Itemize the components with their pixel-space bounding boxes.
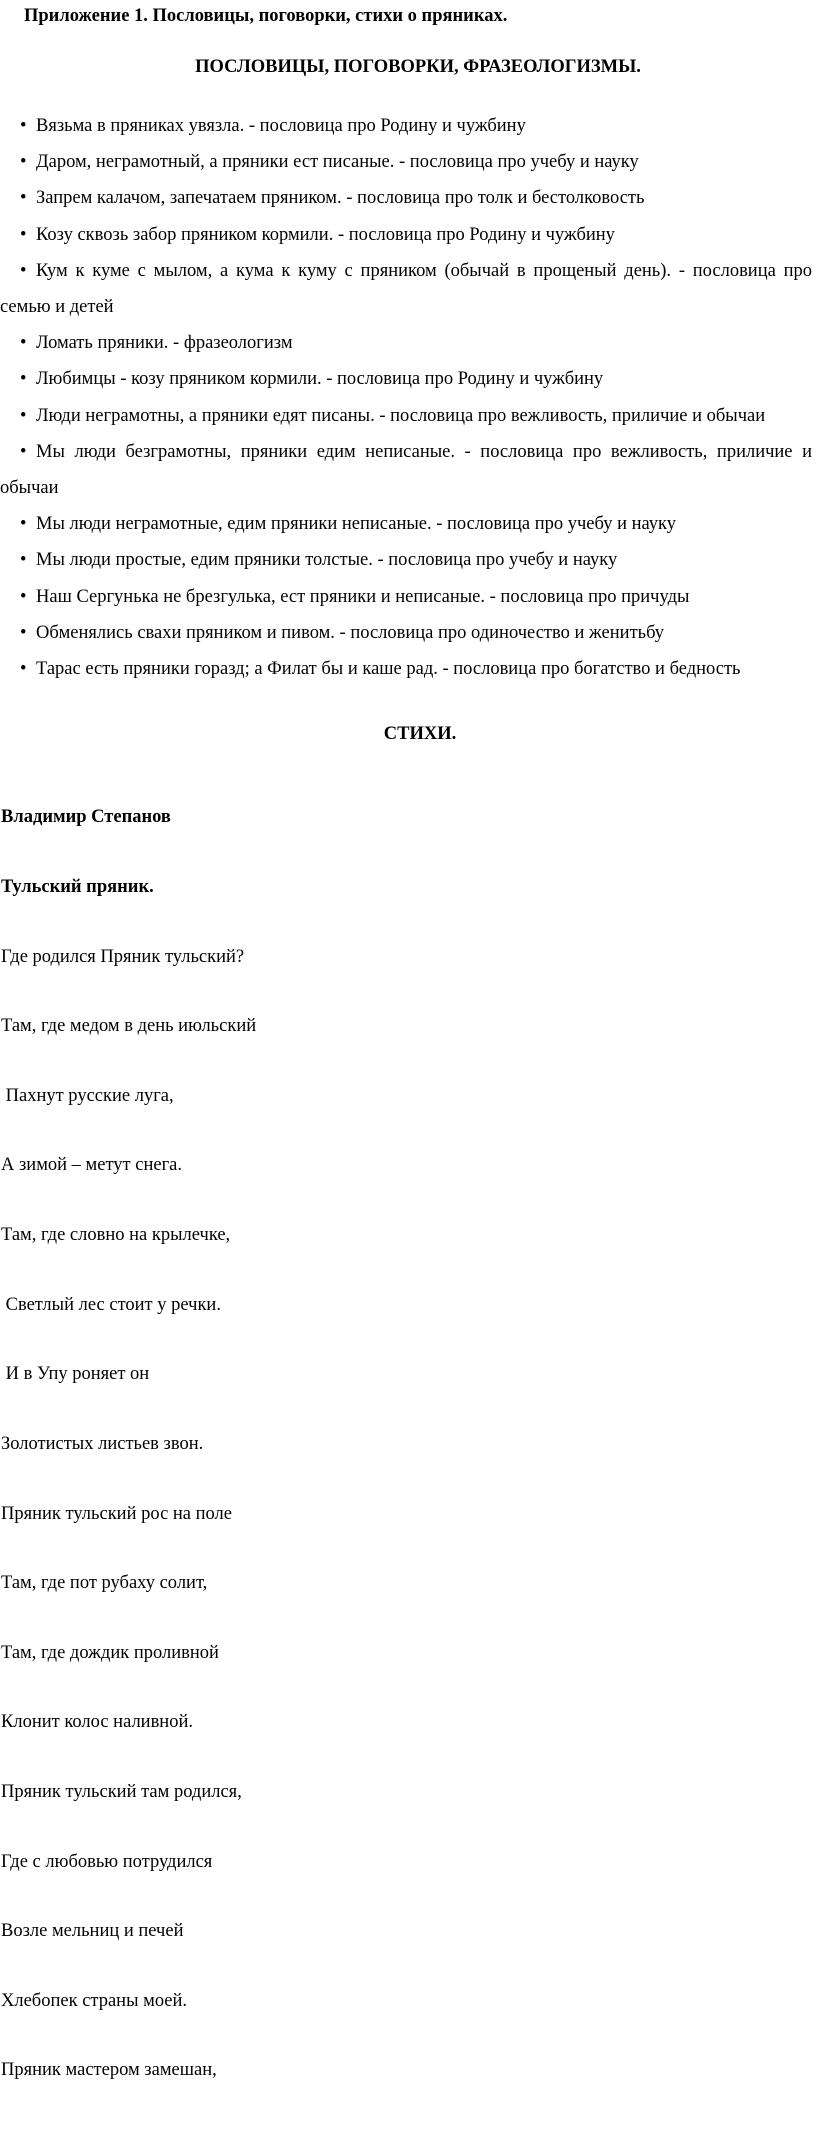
bullet: • bbox=[20, 550, 27, 571]
proverb-text: Мы люди безграмотны, пряники едим неписаные. - пословица про вежливость, приличие и обычаи bbox=[0, 441, 812, 499]
poem-line: Пряник мастером замешан, bbox=[1, 2060, 217, 2081]
proverb-text: Обменялись свахи пряником и пивом. - пословица про одиночество и женитьбу bbox=[36, 622, 665, 643]
list-item bbox=[0, 144, 812, 180]
poem-line: Пряник тульский рос на поле bbox=[1, 1503, 232, 1524]
poem-line: Пахнут русские луга, bbox=[1, 1085, 174, 1106]
poem-line: Там, где медом в день июльский bbox=[1, 1016, 257, 1037]
list-item bbox=[0, 434, 812, 506]
list-item bbox=[0, 180, 812, 216]
poem-line: Там, где дождик проливной bbox=[1, 1642, 219, 1663]
bullet: • bbox=[20, 369, 27, 390]
poem-line: Возле мельниц и печей bbox=[1, 1921, 184, 1942]
list-item bbox=[0, 615, 812, 651]
list-item bbox=[0, 217, 812, 253]
poem-author: Владимир Степанов bbox=[1, 807, 171, 828]
poem-line: Золотистых листьев звон. bbox=[1, 1433, 204, 1454]
poem-line: А зимой – метут снега. bbox=[1, 1155, 183, 1176]
bullet: • bbox=[20, 441, 27, 462]
poem-line: Клонит колос наливной. bbox=[1, 1712, 193, 1733]
poem-line: Там, где пот рубаху солит, bbox=[1, 1573, 208, 1594]
appendix-title: Приложение 1. Пословицы, поговорки, стихи о пряниках. bbox=[24, 6, 508, 26]
poem-line: Где родился Пряник тульский? bbox=[1, 946, 245, 967]
section-title-proverbs: ПОСЛОВИЦЫ, ПОГОВОРКИ, ФРАЗЕОЛОГИЗМЫ. bbox=[195, 57, 641, 77]
bullet: • bbox=[20, 116, 27, 136]
bullet: • bbox=[20, 586, 27, 607]
poem bbox=[1, 760, 801, 2129]
bullet: • bbox=[20, 224, 27, 245]
list-item bbox=[0, 542, 812, 578]
proverb-text: Люди неграмотны, а пряники едят писаны. - пословица про вежливость, приличие и обычаи bbox=[36, 405, 766, 426]
bullet: • bbox=[20, 405, 27, 426]
poem-line: Там, где словно на крылечке, bbox=[1, 1225, 231, 1246]
bullet: • bbox=[20, 260, 27, 281]
section-title-poems: СТИХИ. bbox=[383, 724, 457, 744]
list-item bbox=[0, 325, 812, 361]
bullet: • bbox=[20, 659, 27, 680]
list-item bbox=[0, 253, 812, 325]
list-item bbox=[0, 506, 812, 542]
poem-line: Где с любовью потрудился bbox=[1, 1851, 213, 1872]
proverb-text: Наш Сергунька не брезгулька, ест пряники и неписаные. - пословица про причуды bbox=[36, 586, 690, 607]
proverb-text: Запрем калачом, запечатаем пряником. - пословица про толк и бестолковость bbox=[36, 188, 645, 209]
bullet: • bbox=[20, 333, 27, 354]
list-item bbox=[0, 651, 812, 687]
poem-line: Светлый лес стоит у речки. bbox=[1, 1294, 221, 1315]
poem-title: Тульский пряник. bbox=[1, 877, 154, 898]
list-item bbox=[0, 361, 812, 397]
proverb-text: Тарас есть пряники горазд; а Филат бы и каше рад. - пословица про богатство и бедность bbox=[36, 659, 741, 680]
proverb-text: Ломать пряники. - фразеологизм bbox=[36, 333, 293, 354]
proverb-text: Козу сквозь забор пряником кормили. - пословица про Родину и чужбину bbox=[36, 224, 615, 245]
bullet: • bbox=[20, 622, 27, 643]
proverb-text: Вязьма в пряниках увязла. - пословица про Родину и чужбину bbox=[36, 116, 526, 136]
list-item bbox=[0, 579, 812, 615]
proverb-text: Мы люди неграмотные, едим пряники неписаные. - пословица про учебу и науку bbox=[36, 514, 677, 535]
list-item bbox=[0, 108, 812, 144]
proverb-text: Мы люди простые, едим пряники толстые. - пословица про учебу и науку bbox=[36, 550, 618, 571]
list-item bbox=[0, 398, 812, 434]
poem-line: Хлебопек страны моей. bbox=[1, 1990, 188, 2011]
bullet: • bbox=[20, 188, 27, 209]
proverb-text: Любимцы - козу пряником кормили. - пословица про Родину и чужбину bbox=[36, 369, 604, 390]
bullet: • bbox=[20, 152, 27, 173]
proverb-list bbox=[0, 108, 812, 687]
bullet: • bbox=[20, 514, 27, 535]
poem-line: Пряник тульский там родился, bbox=[1, 1781, 242, 1802]
poem-line: И в Упу роняет он bbox=[1, 1364, 150, 1385]
proverb-text: Даром, неграмотный, а пряники ест писаные. - пословица про учебу и науку bbox=[36, 152, 639, 173]
proverb-text: Кум к куме с мылом, а кума к куму с пряником (обычай в прощеный день). - пословица про семью и детей bbox=[0, 260, 812, 318]
